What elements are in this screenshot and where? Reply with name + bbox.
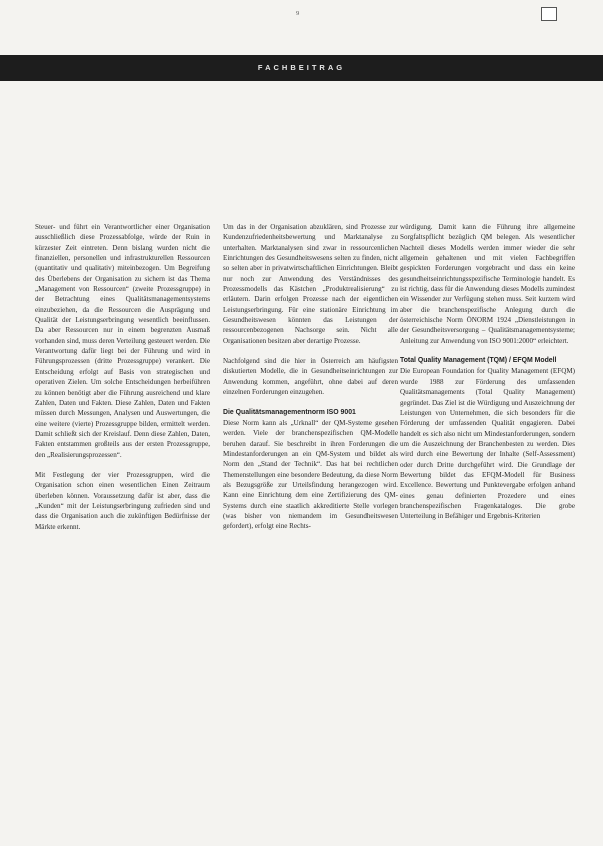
paragraph: Die European Foundation for Quality Management (EFQM) wurde 1988 zur Förderung des umfassenden Qualitätsmanagements (Total Quality Management) gegründet. Das Ziel ist die Würdigung und Auszeichnung der Leistungen von Unternehmen, die sich besonders für die Förderung der umfassenden Qualität engagieren. Dabei handelt es sich also nicht um Mindestanforderungen, sondern um die Auszeichnung der Branchenbesten zu werden. Dies wird durch eine Bewertung der Inhalte (Self-Assessment) oder durch Dritte durchgeführt wird. Die Grundlage der Bewertung bildet das EFQM-Modell für Business Excellence. Bewertung und Punktevergabe erfolgen anhand eines genau definierten Prozedere und eines branchenspezifischen Fragenkataloges. Die grobe Unterteilung in Befähiger und Ergebnis-Kriterien bbox=[400, 367, 575, 521]
text-column-3 bbox=[400, 222, 575, 532]
section-heading-iso9001: Die Qualitätsmanagementnorm ISO 9001 bbox=[223, 408, 356, 416]
text-column-1 bbox=[35, 222, 210, 542]
section-banner-label: FACHBEITRAG bbox=[257, 63, 346, 72]
paragraph: Steuer- und führt ein Verantwortlicher einer Organisation ausschließlich diese Prozessabfolge, würde der Ruin in kürzester Zeit eintreten. Denn bislang wurden nicht die finanziellen, personellen und infrastrukturellen Ressourcen (quantitativ und qualitativ) miteinbezogen. Um Begreifung des Überlebens der Organisation zu sichern ist das Thema „Management von Ressourcen“ (zweite Prozessgruppe) in der Betrachtung eines Qualitätsmanagementsystems einzubeziehen, da die Ressourcen die Ausprägung und Qualität der Leistungserbringung wesentlich beeinflussen. Da aber Ressourcen nur in einem begrenzten Ausmaß vorhanden sind, muss deren Verteilung gesteuert werden. Die Verantwortung dafür liegt bei der Führung und wird in Führungsprozessen (dritte Prozessgruppe) verankert. Die Entscheidung erfolgt auf Basis von strategischen und operativen Zielen. Um solche Entscheidungen herbeiführen zu können benötigt aber die Führung ausreichend und klare Zahlen, Daten und Fakten. Diese Zahlen, Daten und Fakten müssen durch Messungen, Analysen und Auswertungen, die eine weitere (vierte) Prozessgruppe bilden, ermittelt werden. Damit schließt sich der Kreislauf. Denn diese Zahlen, Daten, Fakten entstammen großteils aus der ersten Prozessgruppe, den „Realisierungsprozessen“. bbox=[35, 223, 210, 459]
journal-logo-icon bbox=[541, 7, 557, 21]
section-heading-tqm-efqm: Total Quality Management (TQM) / EFQM Modell bbox=[400, 357, 557, 365]
paragraph: Nachfolgend sind die hier in Österreich am häufigsten diskutierten Modelle, die in Gesundheitseinrichtungen zur Anwendung kommen, angeführt, ohne dabei auf deren einzelnen Forderungen einzugehen. bbox=[223, 357, 398, 397]
paragraph: würdigung. Damit kann die Führung ihre allgemeine Sorgfaltspflicht bezüglich QM belegen. Als wesentlicher Nachteil dieses Modells werden immer wieder die sehr allgemein gehaltenen und mit vielen Fachbegriffen gespickten Forderungen vorgebracht und dass ein keine gesundheitseinrichtungsspezifische Terminologie handelt. Es ist richtig, dass für die Anwendung dieses Modells zumindest ein Wissender zur Verfügung stehen muss. Seit kurzem wird aber die branchenspezifische Anlegung durch die österreichische Norm ÖNORM 1924 „Dienstleistungen in der Gesundheitsversorgung – Qualitätsmanagementsysteme; Anleitung zur Anwendung von ISO 9001:2000“ erleichtert. bbox=[400, 223, 575, 345]
paragraph: Mit Festlegung der vier Prozessgruppen, wird die Organisation schon einen wesentlichen Einen Zeitraum überleben können. Voraussetzung dafür ist aber, dass die „Kunden“ mit der Leistungserbringung zufrieden sind und dass die Organisation auch die zukünftigen Bedürfnisse der Märkte erkennt. bbox=[35, 470, 210, 531]
page-number: 9 bbox=[296, 10, 300, 17]
paragraph: Diese Norm kann als „Urknall“ der QM-Systeme gesehen werden. Viele der branchenspezifischen QM-Modelle beruhen darauf. Sie beschreibt in ihren Forderungen die Mindestanforderungen an ein QM-System und bildet als Norm den „Stand der Technik“. Das hat bei rechtlichen Themenstellungen eine besondere Bedeutung, da diese Norm als Bezugsgröße zur Urteilsfindung herangezogen wird. Kann eine Einrichtung dem eine Zertifizierung des QM-Systems durch eine staatlich akkreditierte Stelle vorlegen (was bisher von niemandem im Gesundheitswesen gefordert), erfolgt eine Rechts- bbox=[223, 418, 398, 531]
text-column-2 bbox=[223, 222, 398, 542]
paragraph: Um das in der Organisation abzuklären, sind Prozesse zur Kundenzufriedenheitsbewertung und Marktanalyse zu unterhalten. Marktanalysen sind zwar in ressourcenlichen Einrichtungen des Gesundheitswesens selten zu finden, nicht so selten aber in privatwirtschaftlichen Einrichtungen. Bleibt nur noch zur Anwendung des Verständnisses des Prozessmodells das Kästchen „Produktrealisierung“ zu erläutern. Darin erfolgen Prozesse nach der eigentlichen Leistungserbringung. Für eine stationäre Einrichtung im Gesundheitswesen könnten das Leistungen der ressourcenbezogenen Nachsorge sein. Nicht alle Organisationen besitzen aber derartige Prozesse. bbox=[223, 223, 398, 345]
